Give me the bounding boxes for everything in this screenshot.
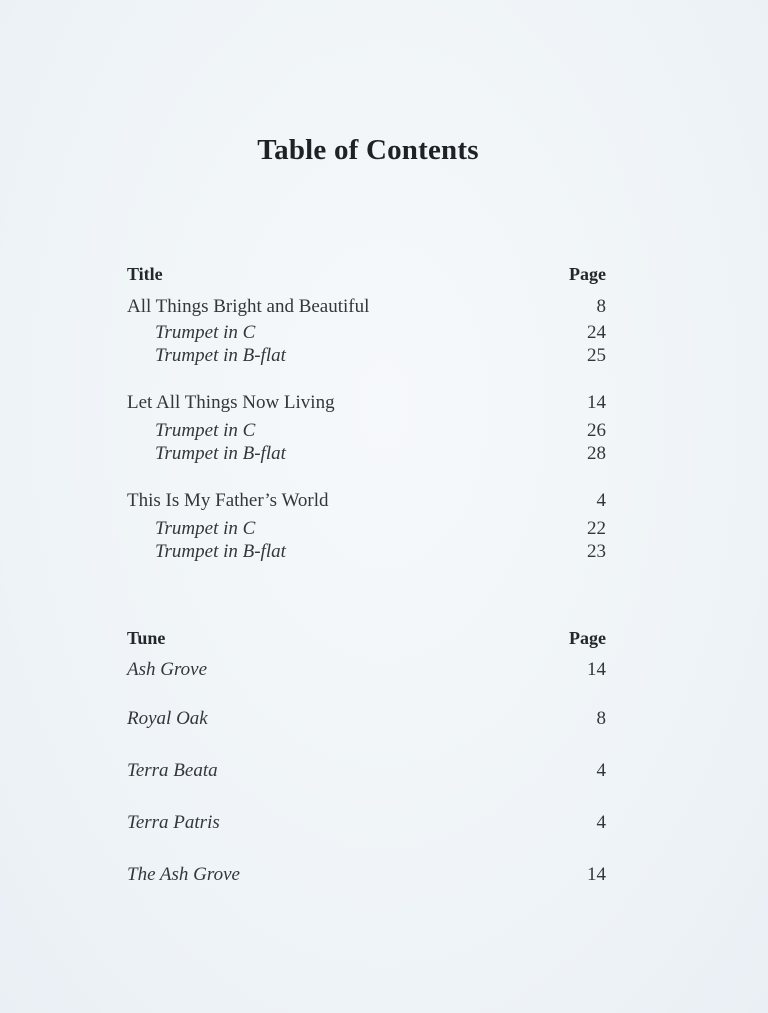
entry-title: Trumpet in C bbox=[155, 322, 256, 343]
column-header-page: Page bbox=[569, 628, 606, 648]
entry-title: Trumpet in B-flat bbox=[155, 345, 286, 366]
tune-entry bbox=[127, 863, 606, 887]
toc-subentry bbox=[127, 442, 606, 466]
tune-entry bbox=[127, 759, 606, 783]
title-index-header bbox=[127, 262, 606, 286]
tune-entry bbox=[127, 658, 606, 682]
toc-subentry bbox=[127, 321, 606, 345]
toc-subentry bbox=[127, 419, 606, 443]
entry-page: 23 bbox=[587, 541, 606, 562]
column-header-page: Page bbox=[569, 264, 606, 284]
tune-index-header bbox=[127, 626, 606, 650]
entry-title: Trumpet in C bbox=[155, 518, 256, 539]
entry-page: 26 bbox=[587, 420, 606, 441]
entry-page: 22 bbox=[587, 518, 606, 539]
entry-page: 4 bbox=[596, 812, 606, 833]
tune-name: Terra Beata bbox=[127, 760, 218, 781]
tune-name: Terra Patris bbox=[127, 812, 220, 833]
toc-entry bbox=[127, 489, 606, 513]
tune-name: Ash Grove bbox=[127, 659, 208, 680]
tune-name: Royal Oak bbox=[127, 708, 208, 729]
toc-subentry bbox=[127, 540, 606, 564]
entry-page: 14 bbox=[587, 392, 606, 413]
tune-entry bbox=[127, 707, 606, 731]
toc-subentry bbox=[127, 344, 606, 368]
entry-title: This Is My Father’s World bbox=[127, 490, 329, 511]
entry-title: Trumpet in C bbox=[155, 420, 256, 441]
entry-page: 14 bbox=[587, 659, 606, 680]
entry-page: 24 bbox=[587, 322, 606, 343]
column-header-tune: Tune bbox=[127, 628, 166, 648]
entry-page: 28 bbox=[587, 443, 606, 464]
entry-page: 4 bbox=[596, 490, 606, 511]
entry-title: Trumpet in B-flat bbox=[155, 541, 286, 562]
page-title: Table of Contents bbox=[257, 134, 479, 166]
toc-entry bbox=[127, 391, 606, 415]
entry-page: 8 bbox=[596, 708, 606, 729]
entry-title: All Things Bright and Beautiful bbox=[127, 296, 370, 317]
toc-subentry bbox=[127, 517, 606, 541]
entry-title: Let All Things Now Living bbox=[127, 392, 335, 413]
entry-page: 8 bbox=[596, 296, 606, 317]
entry-page: 25 bbox=[587, 345, 606, 366]
toc-entry bbox=[127, 295, 606, 319]
tune-entry bbox=[127, 811, 606, 835]
entry-page: 4 bbox=[596, 760, 606, 781]
tune-name: The Ash Grove bbox=[127, 864, 240, 885]
entry-page: 14 bbox=[587, 864, 606, 885]
column-header-title: Title bbox=[127, 264, 163, 284]
entry-title: Trumpet in B-flat bbox=[155, 443, 286, 464]
